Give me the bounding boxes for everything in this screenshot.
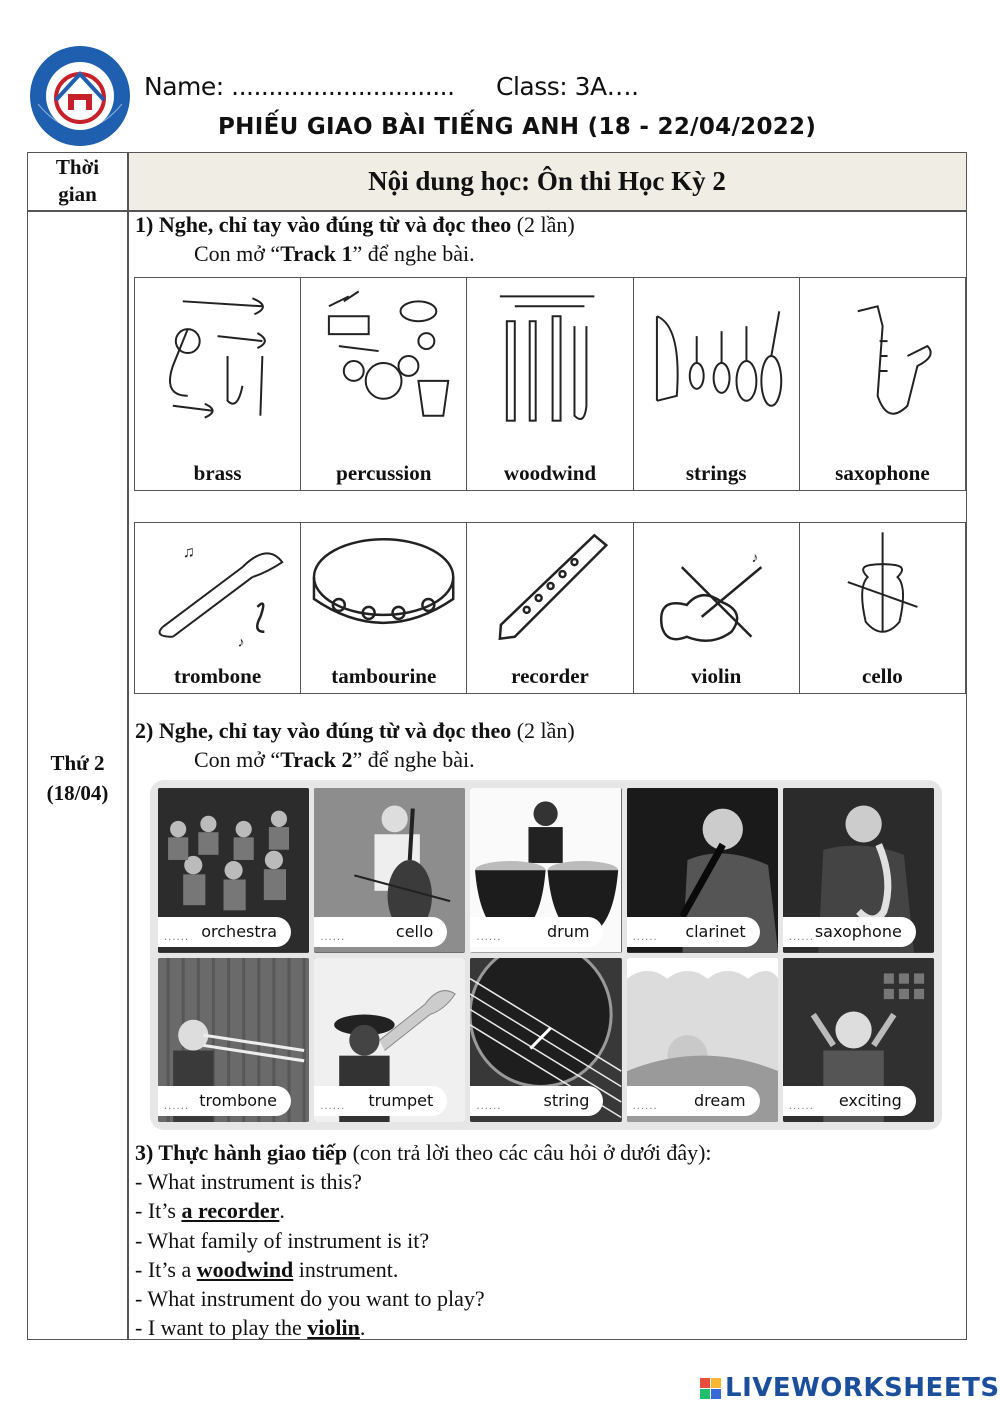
label-recorder: recorder [511, 664, 589, 688]
trombone-icon [143, 527, 292, 657]
photo-trombone[interactable] [158, 958, 309, 1123]
day-label [28, 748, 127, 808]
tag-drum [470, 917, 603, 947]
answer-1 [135, 1196, 712, 1225]
tag-dream [627, 1086, 760, 1116]
section2-title-normal: (2 lần) [511, 718, 575, 743]
section1-sub-post: ” để nghe bài. [352, 241, 475, 266]
class-label: Class: 3A…. [495, 72, 639, 101]
tag-dots: ...... [632, 931, 658, 943]
label-strings: strings [685, 461, 747, 485]
instrument-family-grid [134, 277, 966, 491]
card-strings[interactable] [633, 278, 799, 490]
answer-1-pre: - It’s [135, 1198, 182, 1224]
brand-text: LIVEWORKSHEETS [725, 1373, 1000, 1403]
card-tambourine[interactable] [300, 523, 466, 693]
tag-dots: ...... [164, 931, 190, 943]
answer-3-post: . [359, 1315, 366, 1341]
tag-cello [314, 917, 447, 947]
tag-word: cello [395, 921, 434, 941]
tag-word: string [543, 1091, 590, 1110]
section1-title-normal: (2 lần) [511, 212, 575, 237]
woodwind-icon [475, 286, 624, 436]
brass-icon [143, 286, 292, 436]
answer-2-post: instrument. [293, 1256, 399, 1282]
saxophone-icon [808, 286, 957, 436]
track1-label[interactable]: Track 1 [280, 241, 353, 266]
tag-word: clarinet [685, 921, 746, 941]
card-woodwind[interactable] [466, 278, 632, 490]
liveworksheets-brand[interactable] [700, 1373, 1000, 1403]
label-violin: violin [691, 664, 742, 688]
school-logo [28, 44, 132, 148]
sheet-title: PHIẾU GIAO BÀI TIẾNG ANH (18 - 22/04/2022) [218, 114, 817, 140]
label-woodwind: woodwind [503, 461, 597, 485]
tag-orchestra [158, 917, 291, 947]
section2-title [135, 718, 575, 744]
violin-icon [642, 527, 791, 657]
tambourine-icon [309, 527, 458, 657]
answer-2 [135, 1255, 712, 1284]
instrument-grid-2 [134, 522, 966, 694]
photo-clarinet[interactable] [627, 788, 778, 953]
card-recorder[interactable] [466, 523, 632, 693]
section1-title [135, 212, 575, 238]
section1-sub-pre: Con mở “ [194, 241, 281, 266]
track2-label[interactable]: Track 2 [280, 747, 353, 772]
svg-text:♪: ♪ [237, 635, 245, 651]
card-violin[interactable] [633, 523, 799, 693]
photo-dream[interactable] [627, 958, 778, 1123]
content-column-header: Nội dung học: Ôn thi Học Kỳ 2 [368, 166, 726, 196]
label-saxophone: saxophone [835, 461, 930, 485]
answer-2-pre: - It’s a [135, 1256, 197, 1282]
answer-3 [135, 1313, 712, 1342]
tag-word: dream [694, 1091, 746, 1110]
time-column-header [28, 154, 127, 208]
tag-trombone [158, 1086, 291, 1116]
answer-1-key: a recorder [181, 1198, 280, 1224]
day-name: Thứ 2 [50, 751, 105, 775]
photo-drum[interactable] [470, 788, 621, 953]
tag-word: exciting [838, 1091, 902, 1110]
section2-title-bold: 2) Nghe, chỉ tay vào đúng từ và đọc theo [135, 718, 512, 743]
section1-title-bold: 1) Nghe, chỉ tay vào đúng từ và đọc theo [135, 212, 512, 237]
percussion-icon [309, 286, 458, 436]
section2-sub-pre: Con mở “ [194, 747, 281, 772]
tag-word: trombone [199, 1091, 278, 1110]
answer-3-pre: - I want to play the [135, 1315, 308, 1341]
student-name-class-line [144, 72, 639, 101]
card-cello[interactable] [799, 523, 965, 693]
photo-vocabulary-grid [150, 780, 942, 1130]
label-percussion: percussion [336, 461, 432, 485]
photo-cello[interactable] [314, 788, 465, 953]
tag-dots: ...... [320, 931, 346, 943]
name-field-label[interactable]: Name: .............................. [144, 72, 455, 101]
tag-dots: ...... [788, 1101, 814, 1112]
tag-dots: ...... [476, 1101, 502, 1112]
tag-word: orchestra [201, 921, 278, 941]
section1-instruction [194, 241, 475, 267]
section3-title-bold: 3) Thực hành giao tiếp [135, 1140, 348, 1165]
tag-exciting [783, 1086, 916, 1116]
day-date: (18/04) [46, 781, 109, 805]
card-trombone[interactable] [135, 523, 300, 693]
card-percussion[interactable] [300, 278, 466, 490]
section3-dialogue [135, 1138, 712, 1342]
card-saxophone[interactable] [799, 278, 965, 490]
tag-dots: ...... [632, 1101, 658, 1112]
section2-instruction [194, 747, 475, 773]
answer-3-key: violin [307, 1315, 360, 1341]
time-header-line1: Thời [55, 155, 100, 179]
question-3: - What instrument do you want to play? [135, 1286, 485, 1312]
question-2: - What family of instrument is it? [135, 1227, 430, 1253]
strings-icon [642, 286, 791, 436]
tag-clarinet [627, 917, 760, 947]
liveworksheets-logo-icon [700, 1378, 721, 1399]
tag-dots: ...... [164, 1101, 190, 1112]
card-brass[interactable] [135, 278, 300, 490]
section3-title-normal: (con trả lời theo các câu hỏi ở dưới đây): [347, 1140, 712, 1165]
label-cello: cello [862, 664, 903, 688]
section2-sub-post: ” để nghe bài. [352, 747, 475, 772]
photo-trumpet[interactable] [314, 958, 465, 1123]
tag-dots: ...... [320, 1101, 346, 1112]
photo-orchestra[interactable] [158, 788, 309, 953]
label-trombone: trombone [174, 664, 262, 688]
tag-dots: ...... [476, 931, 502, 943]
label-tambourine: tambourine [331, 664, 437, 688]
svg-text:♪: ♪ [751, 551, 758, 567]
tag-word: saxophone [814, 921, 902, 941]
svg-text:♫: ♫ [182, 544, 195, 562]
tag-string [470, 1086, 603, 1116]
tag-saxophone [783, 917, 916, 947]
photo-saxophone[interactable] [783, 788, 934, 953]
tag-word: trumpet [368, 1091, 434, 1110]
time-header-line2: gian [58, 182, 97, 206]
section3-title [135, 1138, 712, 1167]
answer-2-key: woodwind [196, 1256, 294, 1282]
cello-icon [808, 527, 957, 657]
tag-dots: ...... [788, 931, 814, 943]
photo-exciting[interactable] [783, 958, 934, 1123]
answer-1-post: . [279, 1198, 285, 1224]
question-1: - What instrument is this? [135, 1169, 362, 1195]
photo-string[interactable] [470, 958, 621, 1123]
recorder-icon [475, 527, 624, 657]
tag-trumpet [314, 1086, 447, 1116]
tag-word: drum [546, 921, 590, 941]
table-column-divider [127, 152, 129, 1340]
label-brass: brass [193, 461, 242, 485]
